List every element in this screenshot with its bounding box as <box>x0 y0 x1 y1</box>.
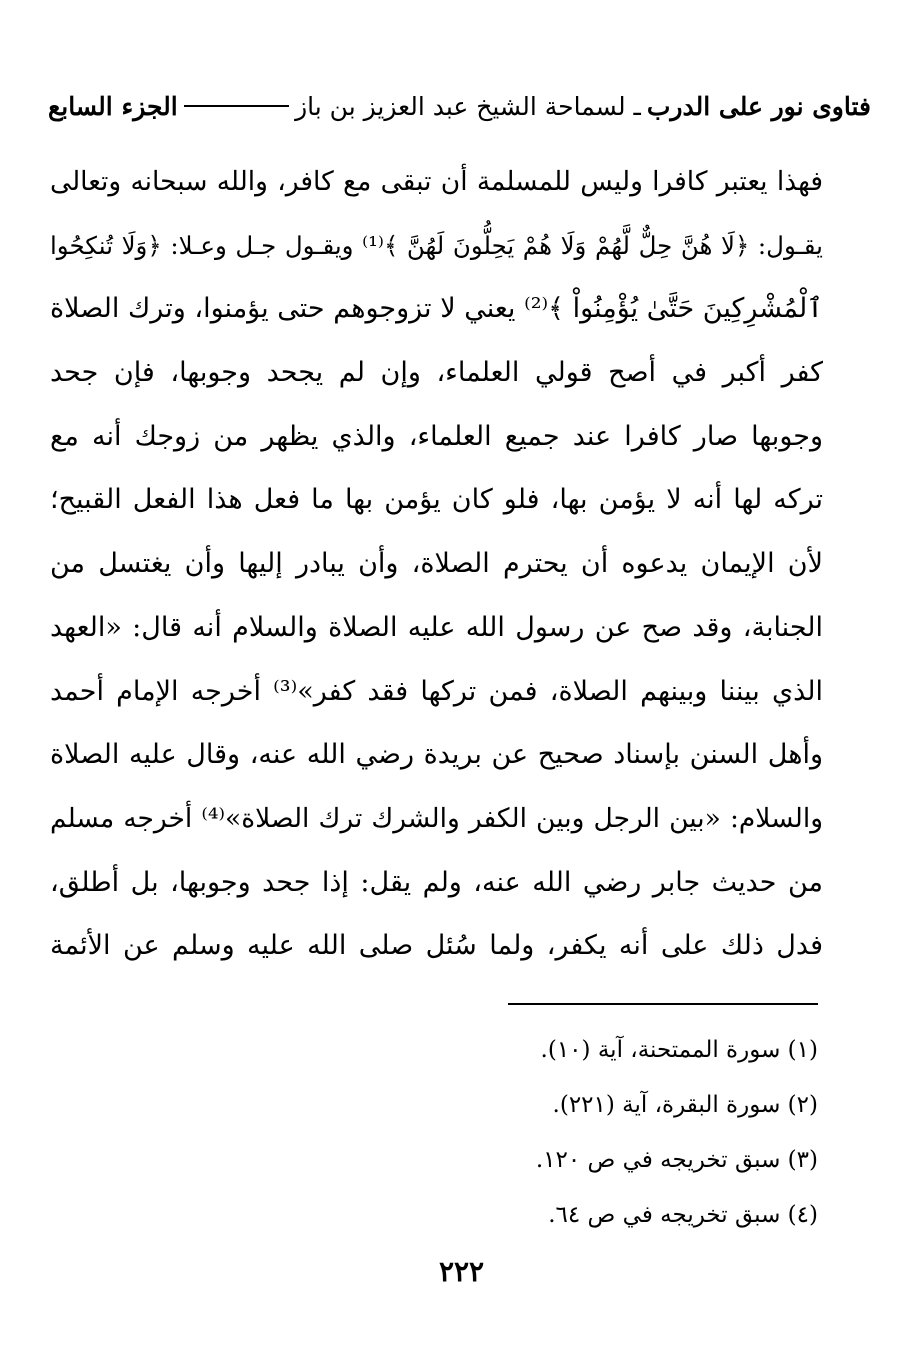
text-line: الذي بيننا وبينهم الصلاة، فمن تركها فقد كفر»⁽³⁾ أخرجه الإمام أحمد <box>50 675 823 707</box>
text-line: فهذا يعتبر كافرا وليس للمسلمة أن تبقى مع كافر، والله سبحانه وتعالى <box>50 166 823 197</box>
text-line: وجوبها صار كافرا عند جميع العلماء، والذي يظهر من زوجك أنه مع <box>50 420 823 452</box>
volume-label: الجزء السابع <box>48 91 178 121</box>
book-title: فتاوى نور على الدرب <box>646 91 871 121</box>
author-name: ـ لسماحة الشيخ عبد العزيز بن باز <box>295 91 641 121</box>
text-line: وأهل السنن بإسناد صحيح عن بريدة رضي الله عنه، وقال عليه الصلاة <box>50 739 823 771</box>
footnote-2: (٢) سورة البقرة، آية (٢٢١). <box>552 1092 818 1118</box>
text-line: الجنابة، وقد صح عن رسول الله عليه الصلاة والسلام أنه قال: «العهد <box>50 611 823 643</box>
footnote-separator <box>508 1003 818 1005</box>
footnote-3: (٣) سبق تخريجه في ص ١٢٠. <box>535 1147 818 1173</box>
text-line: فدل ذلك على أنه يكفر، ولما سُئل صلى الله عليه وسلم عن الأئمة <box>50 930 823 962</box>
footnote-4: (٤) سبق تخريجه في ص ٦٤. <box>548 1202 818 1228</box>
text-line: ٱلْمُشْرِكِينَ حَتَّىٰ يُؤْمِنُواْ ﴾⁽²⁾ يعني لا تزوجوهم حتى يؤمنوا، وترك الصلاة <box>50 293 823 325</box>
text-line: والسلام: «بين الرجل وبين الكفر والشرك ترك الصلاة»⁽⁴⁾ أخرجه مسلم <box>50 802 823 834</box>
footnotes <box>418 1028 818 1248</box>
running-header <box>48 88 871 124</box>
text-line: لأن الإيمان يدعوه أن يحترم الصلاة، وأن يبادر إليها وأن يغتسل من <box>50 548 823 580</box>
text-line: من حديث جابر رضي الله عنه، ولم يقل: إذا جحد وجوبها، بل أطلق، <box>50 866 823 898</box>
text-line: كفر أكبر في أصح قولي العلماء، وإن لم يجحد وجوبها، فإن جحد <box>50 357 823 389</box>
main-text <box>50 150 823 978</box>
header-rule <box>184 105 289 107</box>
page-number: ٢٢٢ <box>438 1255 485 1288</box>
footnote-1: (١) سورة الممتحنة، آية (١٠). <box>540 1037 818 1063</box>
text-line: يقـول: ﴿لَا هُنَّ حِلٌّ لَّهُمْ وَلَا هُمْ يَحِلُّونَ لَهُنَّ ﴾⁽¹⁾ ويقـول جـل وعـلا: ﴿وَلَا تُنكِحُوا <box>50 230 823 260</box>
text-line: تركه لها أنه لا يؤمن بها، فلو كان يؤمن بها ما فعل هذا الفعل القبيح؛ <box>50 484 823 516</box>
